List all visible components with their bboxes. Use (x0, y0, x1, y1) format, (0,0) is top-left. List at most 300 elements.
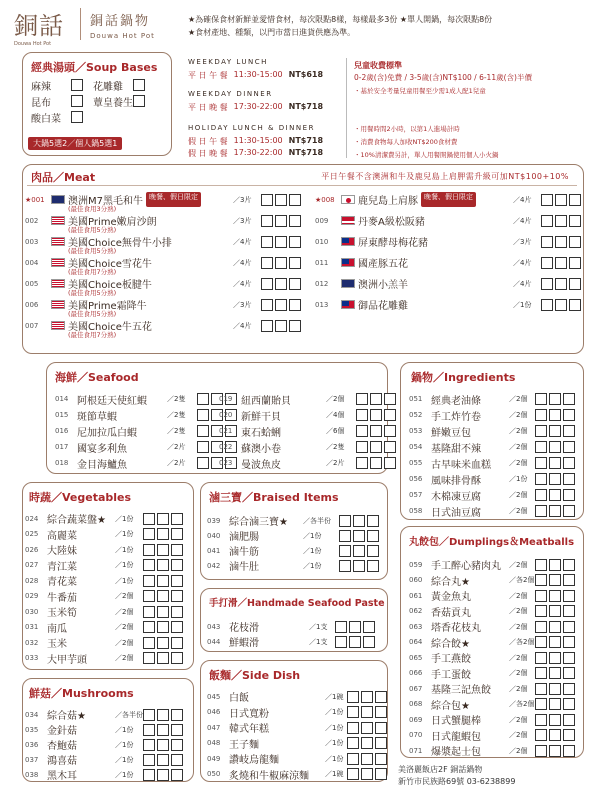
checkbox[interactable] (361, 706, 373, 718)
checkbox[interactable] (555, 278, 567, 290)
checkbox[interactable] (569, 236, 581, 248)
checkbox[interactable] (370, 441, 382, 453)
checkbox[interactable] (143, 724, 155, 736)
checkbox[interactable] (356, 425, 368, 437)
item-number: 063 (409, 622, 423, 631)
checkbox[interactable] (143, 544, 155, 556)
item-quantity: ／1份 (115, 725, 134, 734)
checkbox[interactable] (535, 590, 547, 602)
item-quantity: ／1份 (115, 514, 134, 523)
quantity-checkboxes (347, 722, 389, 734)
checkbox[interactable] (563, 441, 575, 453)
checkbox[interactable] (555, 194, 567, 206)
checkbox[interactable] (157, 590, 169, 602)
item-number: 056 (409, 475, 423, 483)
mushrooms-title: 鮮菇／Mushrooms (29, 687, 134, 700)
checkbox[interactable] (289, 236, 301, 248)
checkbox[interactable] (563, 605, 575, 617)
checkbox[interactable] (535, 574, 547, 586)
checkbox[interactable] (363, 636, 375, 648)
checkbox[interactable] (143, 739, 155, 751)
checkbox[interactable] (563, 667, 575, 679)
checkbox[interactable] (143, 637, 155, 649)
checkbox[interactable] (549, 473, 561, 485)
item-quantity: ／1份 (303, 561, 322, 570)
item-quantity: ／1份 (325, 708, 344, 717)
checkbox[interactable] (549, 393, 561, 405)
checkbox[interactable] (569, 299, 581, 311)
checkbox[interactable] (535, 441, 547, 453)
checkbox[interactable] (541, 236, 553, 248)
children-title: 兒童收費標準 (354, 61, 402, 70)
checkbox[interactable] (143, 513, 155, 525)
checkbox[interactable] (171, 544, 183, 556)
item-number: 020 (219, 411, 233, 419)
checkbox[interactable] (289, 257, 301, 269)
checkbox[interactable] (541, 278, 553, 290)
checkbox[interactable] (549, 621, 561, 633)
item-name: 綜合丸★ (431, 576, 470, 588)
checkbox[interactable] (384, 425, 396, 437)
checkbox[interactable] (361, 722, 373, 734)
checkbox[interactable] (367, 545, 379, 557)
checkbox[interactable] (171, 739, 183, 751)
item-number: 012 (315, 279, 329, 288)
checkbox[interactable] (171, 606, 183, 618)
checkbox[interactable] (361, 768, 373, 780)
soup-base-checkbox[interactable] (133, 95, 145, 107)
checkbox[interactable] (563, 621, 575, 633)
checkbox[interactable] (261, 236, 273, 248)
checkbox[interactable] (563, 652, 575, 664)
checkbox[interactable] (356, 393, 368, 405)
checkbox[interactable] (569, 278, 581, 290)
checkbox[interactable] (549, 505, 561, 517)
checkbox[interactable] (541, 215, 553, 227)
soup-base-checkbox[interactable] (71, 95, 83, 107)
checkbox[interactable] (549, 667, 561, 679)
checkbox[interactable] (157, 637, 169, 649)
checkbox[interactable] (541, 194, 553, 206)
checkbox[interactable] (535, 621, 547, 633)
checkbox[interactable] (347, 737, 359, 749)
checkbox[interactable] (157, 606, 169, 618)
checkbox[interactable] (549, 605, 561, 617)
checkbox[interactable] (384, 441, 396, 453)
checkbox[interactable] (275, 278, 287, 290)
checkbox[interactable] (535, 489, 547, 501)
checkbox[interactable] (375, 753, 387, 765)
checkbox[interactable] (535, 473, 547, 485)
checkbox[interactable] (171, 621, 183, 633)
item-quantity: ／2個 (509, 427, 528, 435)
checkbox[interactable] (535, 745, 547, 757)
checkbox[interactable] (569, 194, 581, 206)
checkbox[interactable] (375, 737, 387, 749)
quantity-checkboxes (143, 754, 185, 766)
checkbox[interactable] (171, 513, 183, 525)
checkbox[interactable] (157, 652, 169, 664)
checkbox[interactable] (347, 722, 359, 734)
checkbox[interactable] (563, 745, 575, 757)
checkbox[interactable] (197, 393, 209, 405)
checkbox[interactable] (535, 393, 547, 405)
menu-item-row (25, 620, 193, 636)
item-name: 滷肥腸 (229, 532, 259, 543)
checkbox[interactable] (171, 590, 183, 602)
checkbox[interactable] (549, 683, 561, 695)
checkbox[interactable] (143, 621, 155, 633)
checkbox[interactable] (143, 754, 155, 766)
checkbox[interactable] (143, 590, 155, 602)
checkbox[interactable] (171, 559, 183, 571)
checkbox[interactable] (353, 530, 365, 542)
checkbox[interactable] (171, 528, 183, 540)
quantity-checkboxes (535, 574, 577, 586)
checkbox[interactable] (339, 545, 351, 557)
weekday-lunch-time: 11:30-15:00 (233, 70, 283, 79)
checkbox[interactable] (361, 737, 373, 749)
checkbox[interactable] (157, 724, 169, 736)
item-quantity: ／2個 (509, 731, 528, 740)
au-flag-icon (51, 195, 65, 204)
checkbox[interactable] (356, 409, 368, 421)
checkbox[interactable] (563, 393, 575, 405)
item-name: 基隆甜不辣 (431, 443, 481, 455)
checkbox[interactable] (555, 215, 567, 227)
menu-item-row (409, 743, 581, 759)
checkbox[interactable] (563, 409, 575, 421)
checkbox[interactable] (367, 560, 379, 572)
checkbox[interactable] (370, 457, 382, 469)
checkbox[interactable] (143, 528, 155, 540)
menu-item-row (409, 604, 581, 620)
checkbox[interactable] (535, 698, 547, 710)
checkbox[interactable] (563, 714, 575, 726)
checkbox[interactable] (157, 575, 169, 587)
menu-item-row (409, 697, 581, 713)
checkbox[interactable] (275, 320, 287, 332)
holiday-dinner-price: NT$718 (288, 148, 324, 157)
pricing (188, 58, 598, 158)
item-name: 鮮嫩豆包 (431, 427, 471, 439)
quantity-checkboxes (535, 441, 577, 453)
holiday-lunch-label: 假 日 午 餐 (188, 137, 228, 146)
menu-item-row (207, 528, 387, 543)
checkbox[interactable] (157, 769, 169, 781)
checkbox[interactable] (370, 409, 382, 421)
checkbox[interactable] (375, 706, 387, 718)
item-number: 027 (25, 561, 39, 570)
checkbox[interactable] (563, 425, 575, 437)
checkbox[interactable] (549, 425, 561, 437)
checkbox[interactable] (171, 637, 183, 649)
item-name: 綜合菇★ (47, 711, 86, 722)
checkbox[interactable] (157, 754, 169, 766)
checkbox[interactable] (563, 559, 575, 571)
item-number: 045 (207, 692, 221, 701)
checkbox[interactable] (157, 739, 169, 751)
checkbox[interactable] (171, 575, 183, 587)
item-name: 香菇貢丸 (431, 607, 471, 619)
checkbox[interactable] (535, 683, 547, 695)
item-quantity: ／2個 (509, 507, 528, 515)
soup-base-checkbox[interactable] (71, 111, 83, 123)
checkbox[interactable] (563, 489, 575, 501)
us-flag-icon (51, 258, 65, 267)
item-name: 黑木耳 (47, 771, 77, 782)
checkbox[interactable] (353, 560, 365, 572)
checkbox[interactable] (541, 299, 553, 311)
checkbox[interactable] (535, 605, 547, 617)
checkbox[interactable] (549, 457, 561, 469)
menu-item-row (219, 391, 384, 407)
checkbox[interactable] (171, 724, 183, 736)
checkbox[interactable] (549, 489, 561, 501)
checkbox[interactable] (261, 320, 273, 332)
checkbox[interactable] (563, 505, 575, 517)
quantity-checkboxes (143, 739, 185, 751)
item-name: 大陸妹 (47, 546, 77, 558)
checkbox[interactable] (157, 621, 169, 633)
checkbox[interactable] (143, 709, 155, 721)
side-box (200, 660, 388, 782)
checkbox[interactable] (535, 636, 547, 648)
menu-item-row (219, 439, 384, 455)
checkbox[interactable] (549, 590, 561, 602)
checkbox[interactable] (549, 636, 561, 648)
quantity-checkboxes (535, 636, 577, 648)
item-name: 美國Choice雪花牛 (68, 259, 152, 270)
checkbox[interactable] (289, 215, 301, 227)
item-number: 037 (25, 755, 39, 764)
item-number: 016 (55, 427, 69, 435)
checkbox[interactable] (549, 441, 561, 453)
checkbox[interactable] (535, 425, 547, 437)
checkbox[interactable] (535, 652, 547, 664)
logo (14, 6, 74, 47)
item-quantity: ／各2個 (509, 576, 535, 585)
item-number: 064 (409, 638, 423, 647)
ingredients-title: 鍋物／Ingredients (411, 371, 516, 384)
checkbox[interactable] (535, 714, 547, 726)
checkbox[interactable] (289, 299, 301, 311)
checkbox[interactable] (171, 652, 183, 664)
checkbox[interactable] (555, 257, 567, 269)
checkbox[interactable] (143, 606, 155, 618)
checkbox[interactable] (339, 515, 351, 527)
checkbox[interactable] (549, 714, 561, 726)
quantity-checkboxes (535, 590, 577, 602)
checkbox[interactable] (563, 574, 575, 586)
checkbox[interactable] (349, 636, 361, 648)
checkbox[interactable] (384, 393, 396, 405)
checkbox[interactable] (563, 457, 575, 469)
checkbox[interactable] (563, 590, 575, 602)
menu-item-row (55, 407, 220, 423)
checkbox[interactable] (261, 257, 273, 269)
checkbox[interactable] (375, 722, 387, 734)
checkbox[interactable] (275, 215, 287, 227)
checkbox[interactable] (563, 473, 575, 485)
checkbox[interactable] (535, 559, 547, 571)
item-number: 019 (219, 395, 233, 403)
checkbox[interactable] (289, 194, 301, 206)
quantity-checkboxes (339, 560, 381, 572)
soup-base-checkbox[interactable] (71, 79, 83, 91)
meat-item-row (315, 214, 585, 227)
checkbox[interactable] (541, 257, 553, 269)
item-quantity: ／4片 (513, 216, 532, 225)
checkbox[interactable] (197, 409, 209, 421)
item-number: ★008 (315, 195, 335, 204)
checkbox[interactable] (361, 753, 373, 765)
us-flag-icon (51, 300, 65, 309)
holiday-dinner-time: 17:30-22:00 (233, 148, 283, 157)
brand-name-en: Douwa Hot Pot (90, 32, 155, 40)
checkbox[interactable] (347, 691, 359, 703)
meat-item (25, 214, 315, 235)
item-quantity: ／4片 (233, 321, 252, 330)
checkbox[interactable] (569, 257, 581, 269)
checkbox[interactable] (275, 236, 287, 248)
checkbox[interactable] (353, 545, 365, 557)
checkbox[interactable] (171, 769, 183, 781)
item-number: 065 (409, 653, 423, 662)
item-quantity: ／1份 (115, 740, 134, 749)
checkbox[interactable] (555, 236, 567, 248)
checkbox[interactable] (563, 636, 575, 648)
checkbox[interactable] (367, 530, 379, 542)
item-name: 玉米 (47, 639, 67, 651)
item-quantity: ／2個 (326, 395, 345, 403)
checkbox[interactable] (157, 544, 169, 556)
checkbox[interactable] (555, 299, 567, 311)
checkbox[interactable] (375, 768, 387, 780)
checkbox[interactable] (261, 278, 273, 290)
checkbox[interactable] (356, 457, 368, 469)
quantity-checkboxes (356, 409, 398, 421)
checkbox[interactable] (289, 278, 301, 290)
item-name: 紐西蘭貽貝 (241, 395, 291, 407)
checkbox[interactable] (157, 709, 169, 721)
item-number: 059 (409, 560, 423, 569)
checkbox[interactable] (535, 505, 547, 517)
soup-base-checkbox[interactable] (133, 79, 145, 91)
checkbox[interactable] (143, 769, 155, 781)
checkbox[interactable] (339, 530, 351, 542)
checkbox[interactable] (370, 393, 382, 405)
dumplings-title: 丸餃包／Dumplings＆Meatballs (409, 537, 575, 548)
checkbox[interactable] (370, 425, 382, 437)
quantity-checkboxes (347, 691, 389, 703)
checkbox[interactable] (197, 457, 209, 469)
checkbox[interactable] (384, 409, 396, 421)
checkbox[interactable] (375, 691, 387, 703)
checkbox[interactable] (171, 754, 183, 766)
item-quantity: ／2個 (115, 623, 134, 632)
checkbox[interactable] (347, 706, 359, 718)
checkbox[interactable] (361, 691, 373, 703)
checkbox[interactable] (143, 559, 155, 571)
quantity-checkboxes (335, 636, 377, 648)
checkbox[interactable] (347, 768, 359, 780)
checkbox[interactable] (157, 513, 169, 525)
top-note-2: ★食材產地、種類，以門市當日進貨供應為準。 (188, 28, 356, 37)
vegetables-box (22, 482, 194, 670)
item-number: 071 (409, 746, 423, 755)
checkbox[interactable] (261, 194, 273, 206)
checkbox[interactable] (143, 652, 155, 664)
checkbox[interactable] (384, 457, 396, 469)
menu-item-row (409, 588, 581, 604)
item-name-wrap (358, 297, 513, 312)
checkbox[interactable] (549, 574, 561, 586)
checkbox[interactable] (535, 457, 547, 469)
checkbox[interactable] (261, 299, 273, 311)
checkbox[interactable] (143, 575, 155, 587)
checkbox[interactable] (549, 652, 561, 664)
checkbox[interactable] (549, 559, 561, 571)
menu-item-row (25, 589, 193, 605)
checkbox[interactable] (549, 729, 561, 741)
checkbox[interactable] (275, 257, 287, 269)
checkbox[interactable] (353, 515, 365, 527)
checkbox[interactable] (563, 698, 575, 710)
checkbox[interactable] (157, 528, 169, 540)
checkbox[interactable] (335, 621, 347, 633)
checkbox[interactable] (563, 683, 575, 695)
item-name: 尼加拉瓜白蝦 (77, 427, 137, 439)
checkbox[interactable] (535, 667, 547, 679)
checkbox[interactable] (339, 560, 351, 572)
checkbox[interactable] (356, 441, 368, 453)
checkbox[interactable] (171, 709, 183, 721)
soup-bases-box (22, 52, 172, 156)
holiday-dinner-row (188, 148, 323, 159)
checkbox[interactable] (289, 320, 301, 332)
checkbox[interactable] (535, 729, 547, 741)
checkbox[interactable] (535, 409, 547, 421)
item-quantity: ／2個 (115, 607, 134, 616)
item-number: 062 (409, 607, 423, 616)
checkbox[interactable] (275, 299, 287, 311)
us-flag-icon (51, 237, 65, 246)
checkbox[interactable] (275, 194, 287, 206)
checkbox[interactable] (197, 425, 209, 437)
checkbox[interactable] (157, 559, 169, 571)
checkbox[interactable] (549, 745, 561, 757)
item-name: 滷牛筋 (229, 547, 259, 558)
checkbox[interactable] (335, 636, 347, 648)
checkbox[interactable] (347, 753, 359, 765)
item-name-wrap (358, 213, 513, 228)
checkbox[interactable] (349, 621, 361, 633)
menu-item-row (207, 720, 387, 736)
quantity-checkboxes (261, 194, 303, 206)
checkbox[interactable] (367, 515, 379, 527)
checkbox[interactable] (549, 409, 561, 421)
menu-item-row (409, 503, 581, 519)
checkbox[interactable] (261, 215, 273, 227)
checkbox[interactable] (197, 441, 209, 453)
quantity-checkboxes (143, 513, 185, 525)
checkbox[interactable] (549, 698, 561, 710)
item-number: 046 (207, 708, 221, 717)
checkbox[interactable] (363, 621, 375, 633)
checkbox[interactable] (563, 729, 575, 741)
checkbox[interactable] (569, 215, 581, 227)
